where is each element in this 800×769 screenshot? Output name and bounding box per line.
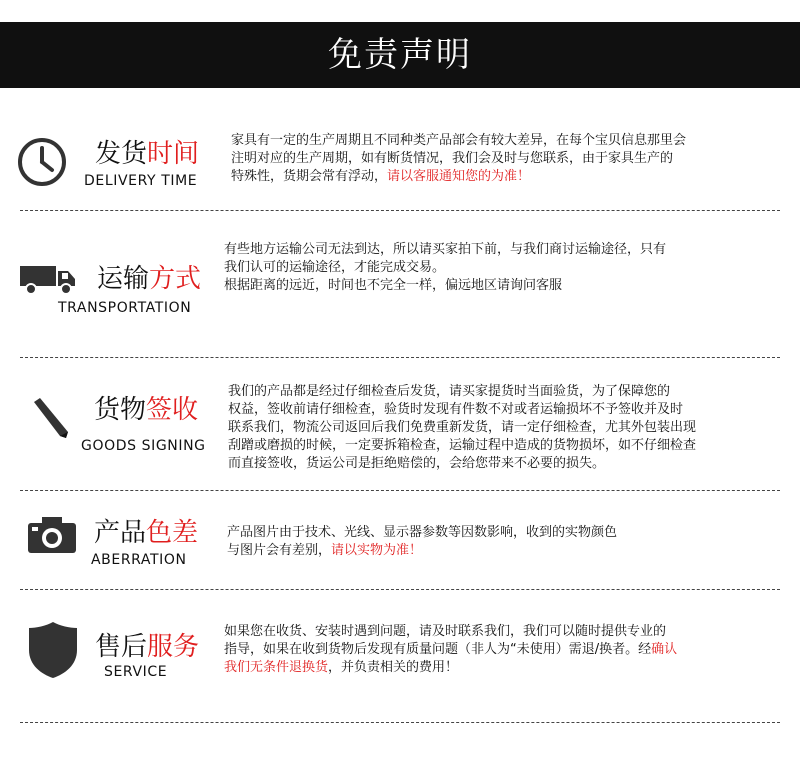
- section-body: 家具有一定的生产周期且不同种类产品部会有较大差异，在每个宝贝信息那里会 注明对应的生产周期，如有断货情况，我们会及时与您联系，由于家具生产的 特殊性，货期会常有浮动，请以客服通知您的为准！: [231, 133, 687, 184]
- section-body: 有些地方运输公司无法到达，所以请买家拍下前，与我们商讨运输途径，只有 我们认可的运输途径，才能完成交易。 根据距离的远近，时间也不完全一样，偏远地区请询问客服: [224, 242, 667, 293]
- page-title: 免责声明: [328, 35, 472, 75]
- section-heading: 发货时间: [95, 139, 200, 169]
- section-divider: [20, 490, 780, 491]
- section-subtitle: DELIVERY TIME: [84, 173, 198, 189]
- section-body: 产品图片由于技术、光线、显示器参数等因数影响，收到的实物颜色 与图片会有差别，请以实物为准！: [227, 525, 618, 558]
- section-subtitle: ABERRATION: [91, 552, 187, 568]
- pen-icon: [30, 396, 76, 442]
- shield-icon: [26, 620, 80, 680]
- camera-icon: [26, 514, 78, 556]
- section-divider: [20, 722, 780, 723]
- truck-icon: [18, 262, 78, 296]
- section-divider: [20, 357, 780, 358]
- clock-icon: [16, 136, 68, 188]
- section-heading: 货物签收: [94, 395, 199, 425]
- section-divider: [20, 210, 780, 211]
- section-subtitle: TRANSPORTATION: [58, 300, 192, 316]
- section-subtitle: SERVICE: [104, 664, 168, 680]
- section-divider: [20, 589, 780, 590]
- section-heading: 运输方式: [97, 264, 202, 294]
- section-body: 如果您在收货、安装时遇到问题，请及时联系我们，我们可以随时提供专业的 指导，如果在收到货物后发现有质量问题（非人为“未使用）需退/换者。经确认 我们无条件退换货，并负责相关的费用！: [224, 624, 678, 675]
- section-heading: 售后服务: [95, 632, 200, 662]
- header-bar: [0, 22, 800, 88]
- section-heading: 产品色差: [94, 518, 199, 548]
- section-body: 我们的产品都是经过仔细检查后发货，请买家提货时当面验货，为了保障您的 权益，签收前请仔细检查，验货时发现有件数不对或者运输损坏不予签收并及时 联系我们，物流公司返回后我们免费重新发货，请一定仔细检查，尤其外包装出现 刮蹭或磨损的时候，一定要拆箱检查，运输过程中造成的货物损坏，如不仔细检查 而直接签收，货运公司是拒绝赔偿的，会给您带来不必要的损失。: [228, 384, 697, 471]
- section-subtitle: GOODS SIGNING: [81, 438, 206, 454]
